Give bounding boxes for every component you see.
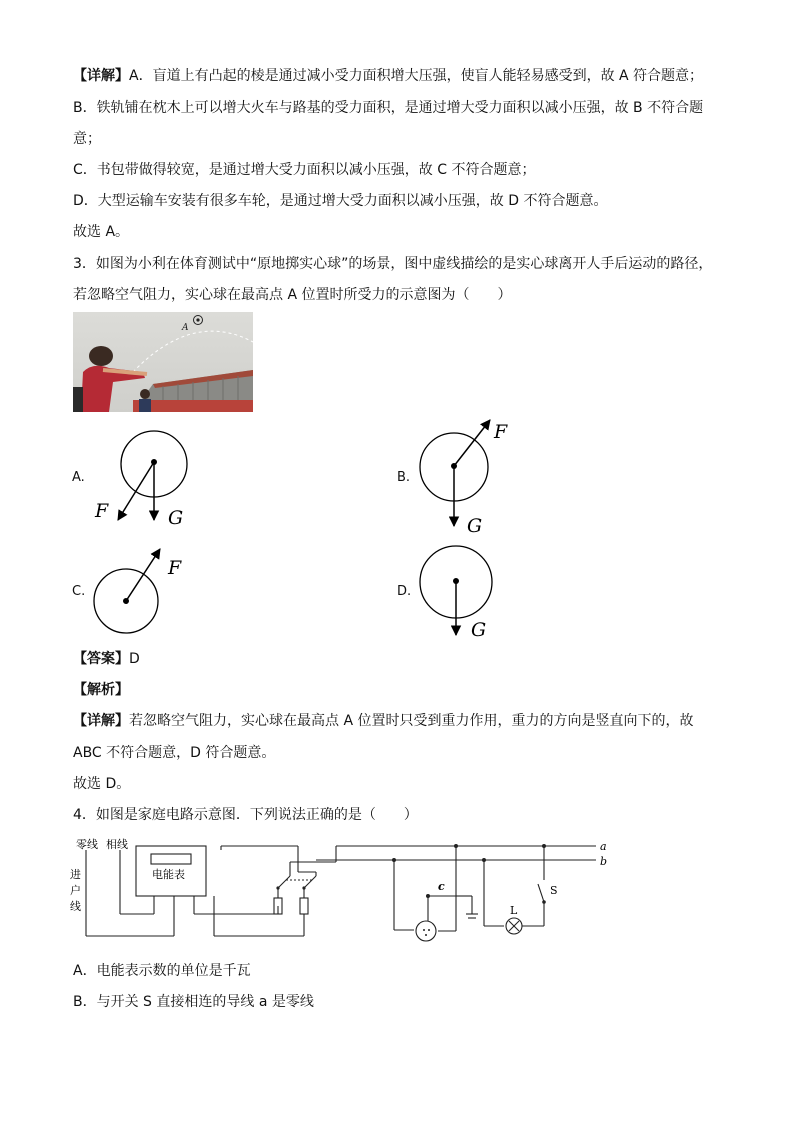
force-arrow: [454, 420, 490, 466]
option-b-label: B.: [397, 470, 411, 485]
option-a-diagram: [90, 420, 200, 535]
q2-detail-line-c: C．书包带做得较宽，是通过增大受力面积以减小压强，故 C 不符合题意；: [73, 162, 536, 178]
option-a-label: A.: [72, 470, 85, 485]
lamp-label: L: [510, 904, 518, 917]
live-label: 相线: [106, 838, 128, 851]
analysis-tag: 【解析】: [73, 682, 129, 698]
option-b-diagram: [410, 412, 530, 540]
force-label-g: G: [168, 507, 184, 529]
detail-tag: 【详解】: [73, 68, 129, 84]
option-c-label: C.: [72, 584, 86, 599]
q2-detail-a-text: A．盲道上有凸起的棱是通过减小受力面积增大压强，使盲人能轻易感受到，故 A 符合题意；: [129, 68, 704, 84]
force-arrow: [118, 462, 154, 520]
household-circuit-diagram: [66, 832, 616, 950]
q4-option-a: A．电能表示数的单位是千瓦: [73, 963, 251, 979]
q2-choice: 故选 A。: [73, 224, 130, 240]
force-label-f: F: [95, 500, 109, 522]
incoming-label-1: 进: [70, 868, 81, 881]
point-a-label: A: [182, 323, 189, 333]
q3-detail-line2: ABC 不符合题意，D 符合题意。: [73, 745, 276, 761]
option-c-diagram: [90, 543, 200, 638]
answer-tag: 【答案】: [73, 651, 129, 667]
force-label-g: G: [467, 515, 483, 537]
option-d-label: D.: [397, 584, 412, 599]
force-arrow: [126, 549, 160, 601]
wire-b-label: b: [600, 855, 608, 868]
q3-choice: 故选 D。: [73, 776, 131, 792]
q2-detail-line-b1: B．铁轨铺在枕木上可以增大火车与路基的受力面积，是通过增大受力面积以减小压强，故 B 不符合题: [73, 100, 704, 116]
detail-tag: 【详解】: [73, 713, 129, 729]
q2-detail-line-b2: 意；: [73, 131, 101, 147]
q3-stem-line2: 若忽略空气阻力，实心球在最高点 A 位置时所受力的示意图为（ ）: [73, 287, 512, 303]
option-d-diagram: [410, 540, 510, 645]
force-label-f: F: [168, 557, 182, 579]
wire-a-label: a: [600, 840, 607, 853]
answer-value: D: [129, 651, 140, 667]
q2-detail-line-d: D．大型运输车安装有很多车轮，是通过增大受力面积以减小压强，故 D 不符合题意。: [73, 193, 608, 209]
point-c-label: c: [438, 880, 445, 893]
neutral-label: 零线: [76, 838, 98, 851]
q3-detail-line1: [73, 711, 693, 731]
q3-stem-line1: 3．如图为小利在体育测试中“原地掷实心球”的场景，图中虚线描绘的是实心球离开人手后运动的路径，: [73, 256, 713, 272]
incoming-label-3: 线: [70, 900, 81, 913]
force-label-f: F: [494, 421, 508, 443]
force-label-g: G: [471, 619, 487, 641]
incoming-label-2: 户: [70, 884, 81, 897]
q3-detail-text: 若忽略空气阻力，实心球在最高点 A 位置时只受到重力作用，重力的方向是竖直向下的，故: [129, 713, 694, 729]
q2-detail-line-a: [73, 66, 703, 86]
q3-answer: [73, 649, 140, 669]
meter-label: 电能表: [152, 868, 185, 881]
q4-stem: 4．如图是家庭电路示意图．下列说法正确的是（ ）: [73, 807, 418, 823]
shot-put-photo: [73, 312, 253, 412]
switch-label: S: [550, 884, 558, 897]
q4-option-b: B．与开关 S 直接相连的导线 a 是零线: [73, 994, 314, 1010]
